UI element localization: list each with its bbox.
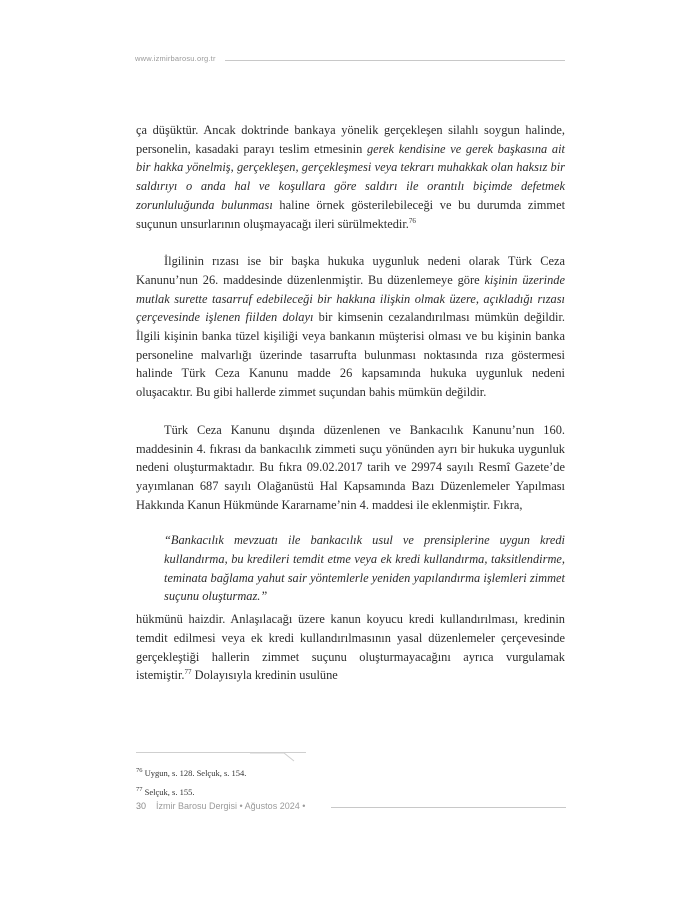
footnote-text: Uygun, s. 128. Selçuk, s. 154. [144,768,247,778]
footnote-text: Selçuk, s. 155. [144,787,195,797]
page-footer [136,801,566,815]
footnote-76 [136,764,565,783]
footnote-rule-ornament [250,752,298,762]
header-url[interactable]: www.izmirbarosu.org.tr [135,54,216,63]
paragraph-5 [136,610,565,685]
footnote-ref-77[interactable]: 77 [184,668,192,677]
quote-text: “Bankacılık mevzuatı ile bankacılık usul ve prensiplerine uygun kredi kullandırma, bu kredileri temdit etme veya ek kredi kullandırma, taksitlendirme, teminata bağlama yahut sair yöntemlerle yeniden yapılandırma işlemleri zimmet suçunu oluşturmaz.” [164,533,565,604]
footnote-number: 77 [136,786,143,793]
p5-text-b: Dolayısıyla kredinin usulüne [191,668,338,683]
p2-italic-text: kişinin üzerinde mutlak surette tasarruf edebileceği bir hakkına ilişkin olmak üzere, açıkladığı rızası çerçevesinde işlenen fiilden dolayı [136,272,565,325]
body-text [136,121,565,685]
paragraph-3: Türk Ceza Kanunu dışında düzenlenen ve Bankacılık Kanunu’nun 160. maddesinin 4. fıkrası da bankacılık zimmeti suçu yönünden ayrı bir hukuka uygunluk nedeni oluşturmaktadır. Bu fıkra 09.02.2017 tarih ve 29974 sayılı Resmî Gazete’de yayımlanan 687 sayılı Olağanüstü Hal Kapsamında Bazı Düzenlemeler Yapılması Hakkında Kanun Hükmünde Kararname’nin 4. maddesi ile eklenmiştir. Fıkra, [136,422,565,512]
paragraph-2 [136,252,565,402]
p1-text-a: ça düşüktür. Ancak doktrinde bankaya yönelik gerçekleşen silahlı soygun halinde, personelin, kasadaki parayı teslim etmesinin [136,123,565,156]
footnote-number: 76 [136,767,143,774]
p2-text-a: İlgilinin rızası ise bir başka hukuka uygunluk nedeni olarak Türk Ceza Kanunu’nun 26. maddesinde düzenlenmiştir. Bu düzenlemeye göre [136,254,565,287]
p2-text-c: bir kimsenin cezalandırılması mümkün değildir. İlgili kişinin banka tüzel kişiliği veya bankanın müşterisi olması ve bu kişinin banka personeline malvarlığı üzerinde tasarrufta bulunması noktasında rıza göstermesi halinde Türk Ceza Kanunu madde 26 kapsamında hukuka uygunluk nedeni oluşacaktır. Bu gibi hallerde zimmet suçundan bahis mümkün değildir. [136,310,565,400]
journal-name: İzmir Barosu Dergisi • Ağustos 2024 • [156,801,306,811]
p1-text-c: haline örnek gösterilebileceği ve bu durumda zimmet suçunun unsurlarının oluşmayacağı ileri sürülmektedir. [136,197,566,231]
page-header [135,54,565,68]
footer-rule [331,807,566,808]
footnote-77 [136,783,565,802]
footnote-ref-76[interactable]: 76 [408,216,416,225]
footnotes [136,764,565,802]
page-number: 30 [136,801,147,811]
p5-text-a: hükmünü haizdir. Anlaşılacağı üzere kanun koyucu kredi kullandırılması, kredinin temdit edilmesi veya ek kredi kullandırılmasının yasal düzenlemeler çerçevesinde gerçekleştiği hallerin zimmet suçunu oluşturmayacağını ayrıca vurgulamak istemiştir. [136,612,565,683]
header-rule [225,60,565,61]
paragraph-1 [136,121,565,233]
block-quote [164,531,565,606]
p1-italic-text: gerek kendisine ve gerek başkasına ait bir hakka yönelmiş, gerçekleşen, gerçekleşmesi veya tekrarı muhakkak olan haksız bir saldırıyı o anda hal ve koşullara göre saldırı ile orantılı biçimde defetmek zorunluluğunda bulunması [136,141,565,212]
